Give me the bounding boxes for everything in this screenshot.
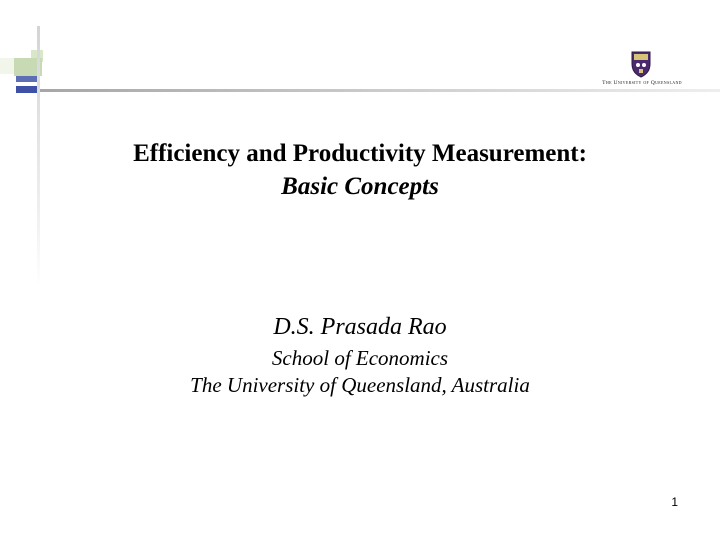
- title-line-1: Efficiency and Productivity Measurement:: [133, 140, 587, 167]
- slide-title: [30, 138, 690, 203]
- corner-decoration-pale-square: [0, 58, 14, 74]
- corner-decoration-blue-bar-bottom: [16, 86, 39, 93]
- university-name: The University of Queensland: [602, 80, 682, 86]
- affiliation-university: The University of Queensland, Australia: [190, 373, 530, 398]
- affiliation-school: School of Economics: [271, 346, 449, 370]
- author-name: D.S. Prasada Rao: [273, 314, 447, 340]
- affiliation: [60, 345, 660, 400]
- university-logo: [586, 50, 698, 92]
- corner-decoration-blue-bar-top: [16, 76, 39, 82]
- slide-number: 1: [671, 495, 678, 509]
- university-crest-icon: [630, 50, 652, 78]
- title-line-2: Basic Concepts: [281, 172, 439, 200]
